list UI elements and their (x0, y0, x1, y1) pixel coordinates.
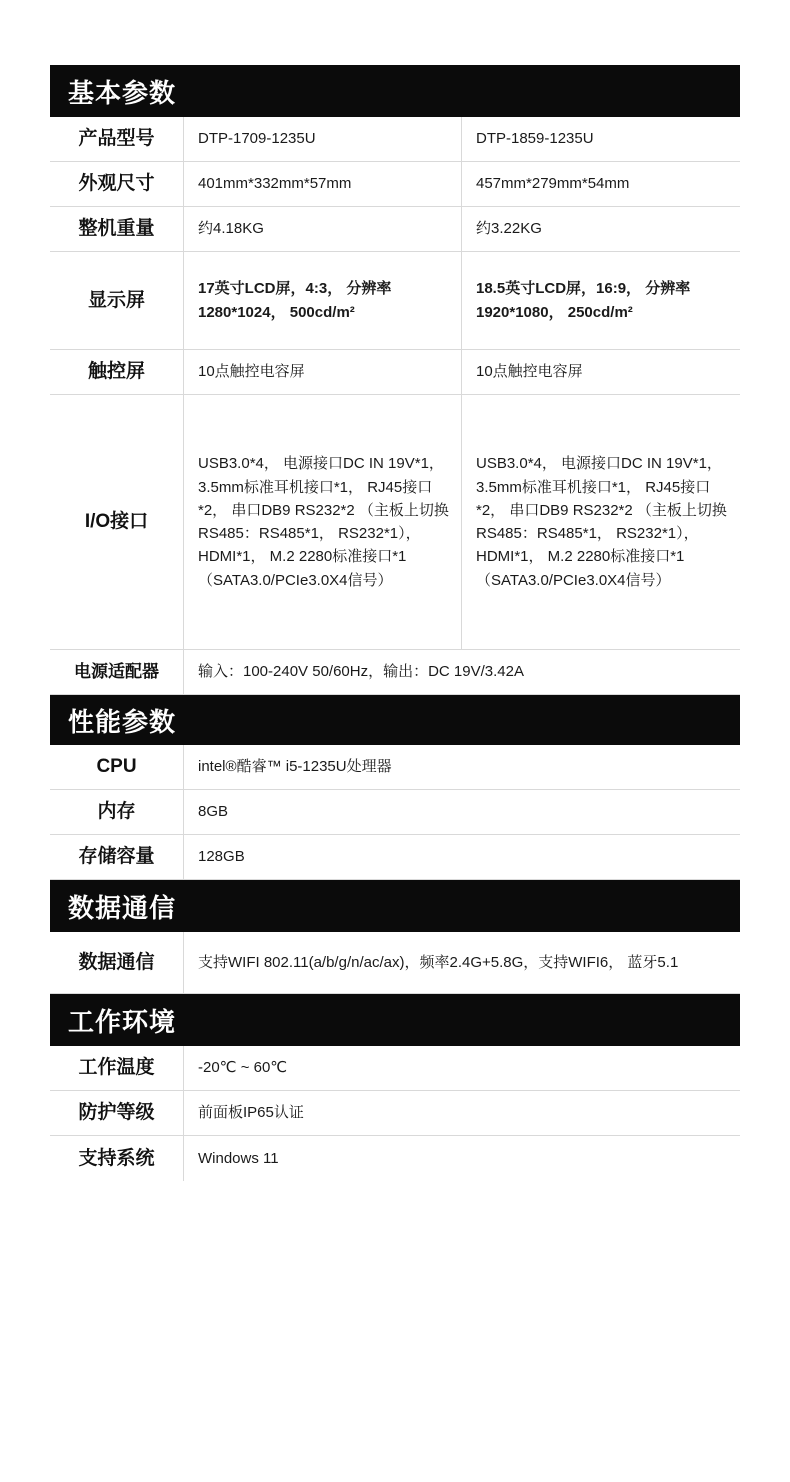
row-label: 触控屏 (87, 361, 145, 383)
value-cell-right: 457mm*279mm*54mm (476, 175, 630, 193)
row-label: 数据通信 (78, 951, 155, 973)
spec-sheet (50, 65, 740, 1181)
value-cell-left: 17英寸LCD屏，4:3， 分辨率1280*1024， 500cd/m² (184, 252, 462, 349)
row-label: 整机重量 (78, 218, 155, 240)
row-values (183, 835, 740, 879)
value-cell-right: 18.5英寸LCD屏，16:9， 分辨率1920*1080， 250cd/m² (476, 280, 691, 321)
value-cell-right: DTP-1859-1235U (476, 130, 594, 148)
row-values (183, 1136, 740, 1181)
row-label: 存储容量 (78, 846, 155, 868)
row-label: 内存 (97, 801, 136, 823)
row-values (183, 162, 740, 206)
table-row (50, 252, 740, 350)
row-values (183, 932, 740, 993)
table-row (50, 1046, 740, 1091)
value-cell-full: intel®酷睿™ i5-1235U处理器 (198, 758, 392, 776)
row-values (183, 252, 740, 349)
value-cell-left: 约4.18KG (184, 207, 462, 251)
table-row (50, 1091, 740, 1136)
value-cell-right: 10点触控电容屏 (476, 363, 583, 381)
row-values (183, 745, 740, 789)
value-cell-right: USB3.0*4， 电源接口DC IN 19V*1， 3.5mm标准耳机接口*1， RJ45接口*2， 串口DB9 RS232*2 （主板上切换RS485：RS485*1， RS232*1）， HDMI*1， M.2 2280标准接口*1 （SATA3.0/PCIe3.0X4信号） (476, 455, 727, 589)
row-label: I/O接口 (84, 511, 149, 533)
value-cell-right: 约3.22KG (476, 220, 542, 238)
section-header-environment (50, 994, 740, 1046)
value-cell-full: 128GB (198, 848, 245, 866)
table-row (50, 790, 740, 835)
value-cell-left: 401mm*332mm*57mm (184, 162, 462, 206)
row-values (183, 117, 740, 161)
row-label: 产品型号 (78, 128, 155, 150)
value-cell-left: USB3.0*4， 电源接口DC IN 19V*1， 3.5mm标准耳机接口*1， RJ45接口*2， 串口DB9 RS232*2 （主板上切换RS485：RS485*1， RS232*1）， HDMI*1， M.2 2280标准接口*1 （SATA3.0/PCIe3.0X4信号） (184, 395, 462, 649)
row-label: 工作温度 (78, 1057, 155, 1079)
row-label: CPU (96, 756, 137, 778)
value-cell-full: Windows 11 (198, 1149, 279, 1167)
table-row (50, 207, 740, 252)
section-header-communication (50, 880, 740, 932)
table-row (50, 650, 740, 695)
row-values (183, 1046, 740, 1090)
value-cell-left: DTP-1709-1235U (184, 117, 462, 161)
value-cell-full: 8GB (198, 803, 229, 821)
row-values (183, 395, 740, 649)
value-cell-full: -20℃ ~ 60℃ (198, 1059, 288, 1077)
value-cell-full: 输入：100-240V 50/60Hz，输出：DC 19V/3.42A (198, 663, 524, 681)
table-row (50, 395, 740, 650)
row-label: 支持系统 (78, 1147, 155, 1169)
section-header-basic (50, 65, 740, 117)
row-label: 防护等级 (78, 1102, 155, 1124)
table-row (50, 350, 740, 395)
table-row (50, 117, 740, 162)
row-values (183, 790, 740, 834)
value-cell-full: 支持WIFI 802.11(a/b/g/n/ac/ax)，频率2.4G+5.8G，支持WIFI6， 蓝牙5.1 (198, 953, 679, 971)
row-values (183, 650, 740, 694)
table-row (50, 835, 740, 880)
section-header-performance (50, 695, 740, 745)
section-title: 性能参数 (68, 706, 177, 737)
row-label: 显示屏 (87, 289, 145, 311)
table-row (50, 1136, 740, 1181)
section-title: 工作环境 (68, 1006, 177, 1037)
value-cell-left: 10点触控电容屏 (184, 350, 462, 394)
table-row (50, 162, 740, 207)
row-values (183, 207, 740, 251)
section-title: 基本参数 (68, 77, 177, 108)
section-title: 数据通信 (68, 892, 177, 923)
row-values (183, 350, 740, 394)
row-label: 外观尺寸 (78, 173, 155, 195)
row-label: 电源适配器 (74, 661, 159, 681)
value-cell-full: 前面板IP65认证 (198, 1104, 304, 1122)
table-row (50, 745, 740, 790)
table-row (50, 932, 740, 994)
row-values (183, 1091, 740, 1135)
